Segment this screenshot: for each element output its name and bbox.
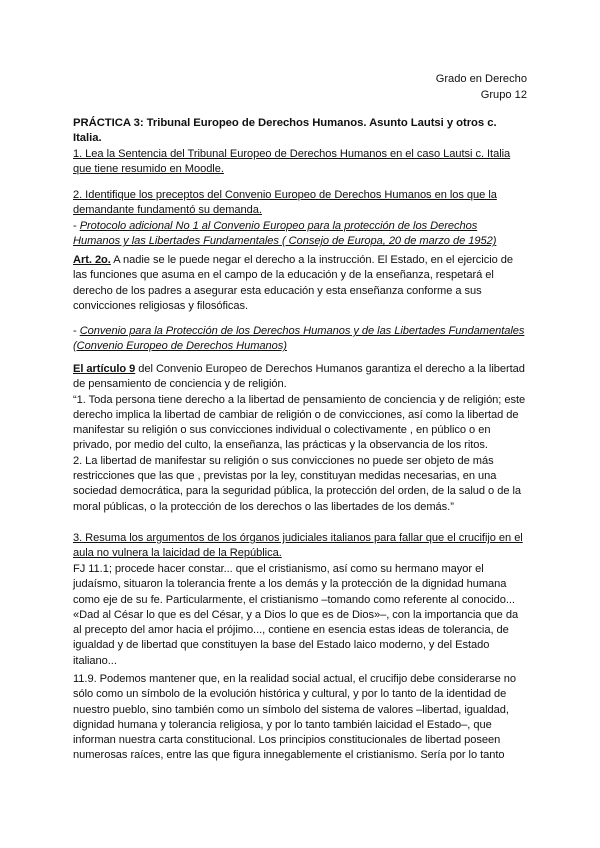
question-2: 2. Identifique los preceptos del Convenio Europeo de Derechos Humanos en los que la demandante fundamentó su demanda. [73, 189, 497, 217]
article-9-label: El artículo 9 [73, 363, 136, 375]
convention-title: Convenio para la Protección de los Derechos Humanos y de las Libertades Fundamentales (Convenio Europeo de Derechos Humanos) [73, 325, 525, 353]
degree-label: Grado en Derecho [435, 73, 527, 85]
group-label: Grupo 12 [480, 88, 527, 101]
article-9-paragraph [73, 362, 527, 515]
article-9-quote-2: 2. La libertad de manifestar su religión o sus convicciones no puede ser objeto de más restricciones que las que , previstas por la ley, constituyan medidas necesarias, en una sociedad democrática, para la seguridad pública, la protección del orden, de la salud o de la moral públicas, o la protección de los derechos o las libertades de los demás.” [73, 454, 522, 513]
practice-title: PRÁCTICA 3: Tribunal Europeo de Derechos Humanos. Asunto Lautsi y otros c. Italia. [73, 117, 497, 145]
question-3: 3. Resuma los argumentos de los órganos judiciales italianos para fallar que el crucifijo en el aula no vulnera la laicidad de la República. [73, 532, 523, 560]
article-9-quote-1: “1. Toda persona tiene derecho a la libertad de pensamiento de conciencia y de religión; este derecho implica la libertad de cambiar de religión o de convicciones, así como la libertad de manifestar su religión o sus convicciones individual o colectivamente , en público o en privado, por medio del culto, la enseñanza, las prácticas y la observancia de los ritos. [73, 393, 526, 452]
convention-dash: - [73, 325, 80, 337]
article-9-intro [73, 362, 527, 393]
course-header [436, 72, 527, 103]
protocol-title: Protocolo adicional No 1 al Convenio Europeo para la protección de los Derechos Humanos y las Libertades Fundamentales ( Consejo de Europa, 20 de marzo de 1952) [73, 220, 497, 248]
paragraph-11-9: 11.9. Podemos mantener que, en la realidad social actual, el crucifijo debe considerarse no sólo como un símbolo de la evolución histórica y cultural, y por lo tanto de la identidad de nuestro pueblo, sino también como un símbolo del sistema de valores –libertad, igualdad, dignidad humana y tolerancia religiosa, y por lo tanto también laicidad el Estado–, que informan nuestra carta constitucional. Los principios constitucionales de libertad poseen numerosas raíces, entre las que figura innegablemente el cristianismo. Sería por lo tanto [73, 673, 516, 762]
protocol-reference [73, 219, 527, 250]
question-1: 1. Lea la Sentencia del Tribunal Europeo de Derechos Humanos en el caso Lautsi c. Italia que tiene resumido en Moodle. [73, 148, 511, 176]
article-2-paragraph [73, 253, 527, 314]
convention-reference [73, 324, 527, 355]
protocol-dash: - [73, 220, 80, 232]
article-2-text: A nadie se le puede negar el derecho a la instrucción. El Estado, en el ejercicio de las funciones que asuma en el campo de la educación y de la enseñanza, respetará el derecho de los padres a asegurar esta educación y esta enseñanza conforme a sus convicciones religiosas y filosóficas. [73, 254, 513, 312]
fj-11-1-paragraph: FJ 11.1; procede hacer constar... que el cristianismo, así como su hermano mayor el judaísmo, situaron la tolerancia frente a los demás y la protección de la dignidad humana como eje de su fe. Particularmente, el cristianismo –tomando como referente al conocido... «Dad al César lo que es del César, y a Dios lo que es de Dios»–, con la importancia que da al precepto del amor hacia el prójimo..., contiene en esencia estas ideas de tolerancia, de igualdad y de libertad que constituyen la base del Estado laico moderno, y del Estado italiano... [73, 563, 519, 667]
article-2-label: Art. 2o. [73, 254, 111, 266]
article-9-text: del Convenio Europeo de Derechos Humanos garantiza el derecho a la libertad de pensamiento de conciencia y de religión. [73, 363, 525, 391]
